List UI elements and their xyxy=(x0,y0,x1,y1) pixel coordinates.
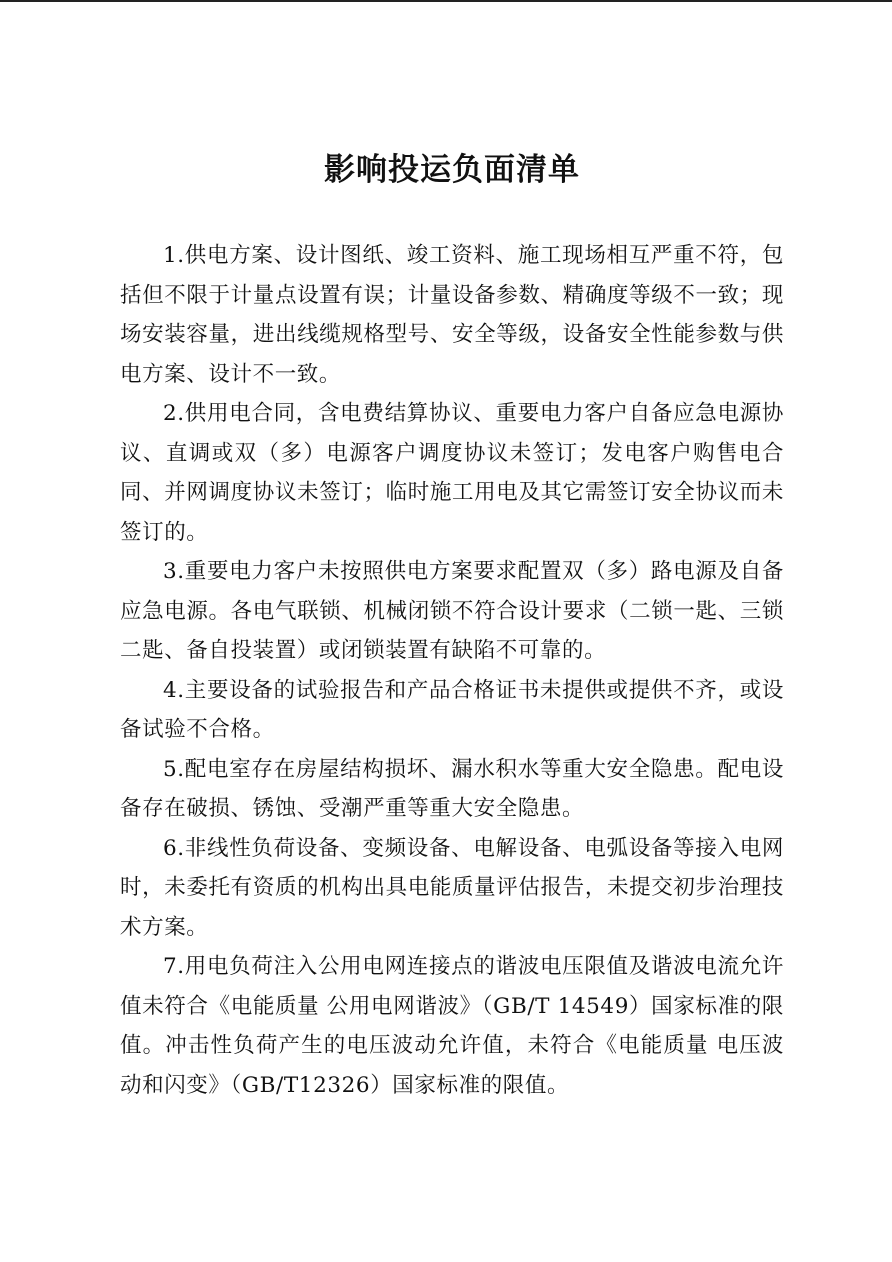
page-title: 影响投运负面清单 xyxy=(324,152,580,188)
list-item-7: 7.用电负荷注入公用电网连接点的谐波电压限值及谐波电流允许值未符合《电能质量 公用电网谐波》（GB/T 14549）国家标准的限值。冲击性负荷产生的电压波动允许值，未符合《电能质量 电压波动和闪变》（GB/T12326）国家标准的限值。 xyxy=(120,954,784,1098)
document-page xyxy=(120,0,784,1105)
document-body xyxy=(120,236,784,1105)
list-item-2: 2.供用电合同，含电费结算协议、重要电力客户自备应急电源协议、直调或双（多）电源客户调度协议未签订；发电客户购售电合同、并网调度协议未签订；临时施工用电及其它需签订安全协议而未签订的。 xyxy=(120,401,784,545)
list-item-6: 6.非线性负荷设备、变频设备、电解设备、电弧设备等接入电网时，未委托有资质的机构出具电能质量评估报告，未提交初步治理技术方案。 xyxy=(120,835,784,940)
list-item-1: 1.供电方案、设计图纸、竣工资料、施工现场相互严重不符，包括但不限于计量点设置有误；计量设备参数、精确度等级不一致；现场安装容量，进出线缆规格型号、安全等级，设备安全性能参数与供电方案、设计不一致。 xyxy=(120,243,784,387)
list-item-3: 3.重要电力客户未按照供电方案要求配置双（多）路电源及自备应急电源。各电气联锁、机械闭锁不符合设计要求（二锁一匙、三锁二匙、备自投装置）或闭锁装置有缺陷不可靠的。 xyxy=(120,559,784,663)
list-item-5: 5.配电室存在房屋结构损坏、漏水积水等重大安全隐患。配电设备存在破损、锈蚀、受潮严重等重大安全隐患。 xyxy=(120,756,784,821)
list-item-4: 4.主要设备的试验报告和产品合格证书未提供或提供不齐，或设备试验不合格。 xyxy=(120,677,784,742)
